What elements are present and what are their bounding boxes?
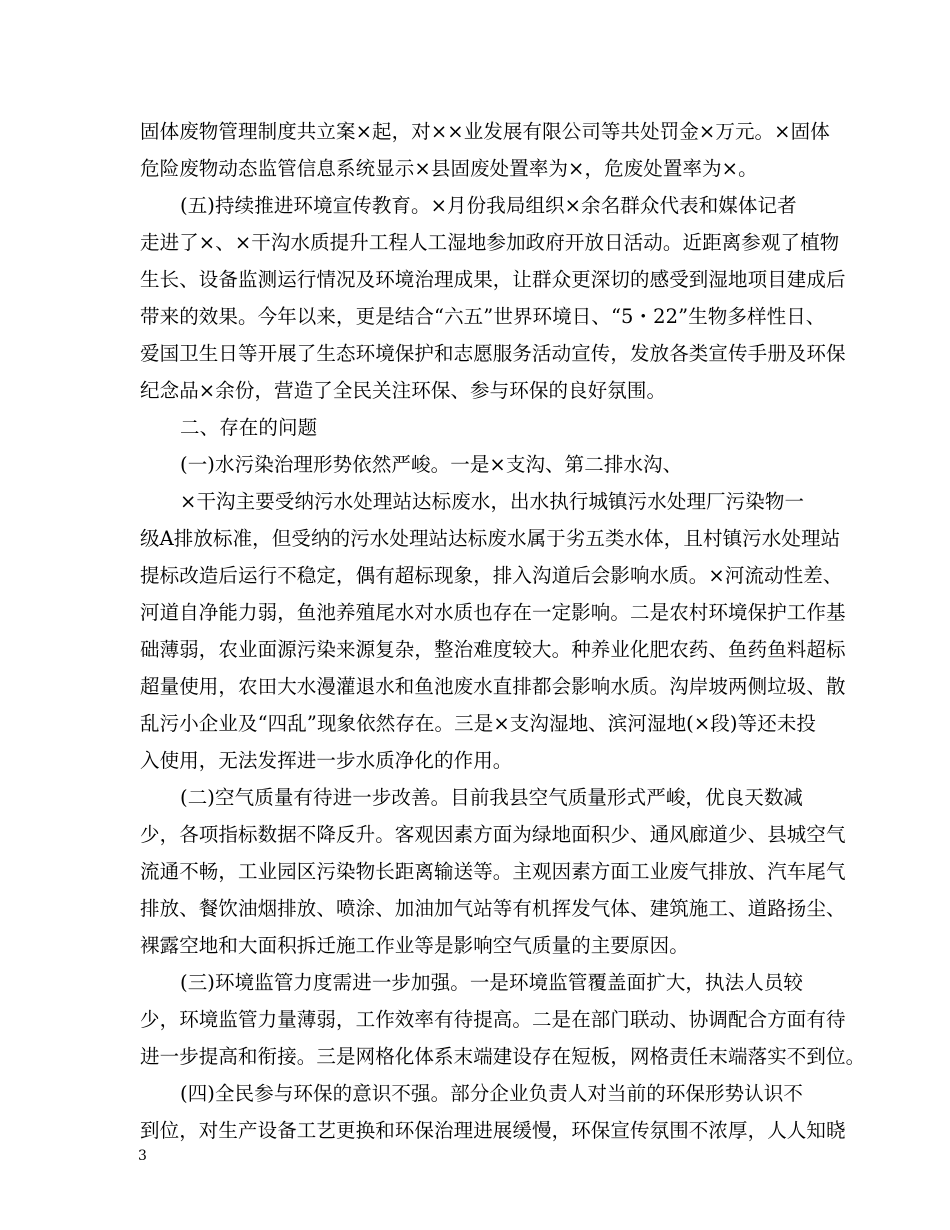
text-line: 生长、设备监测运行情况及环境治理成果，让群众更深切的感受到湿地项目建成后: [140, 268, 846, 291]
text-line: (三)环境监管力度需进一步加强。一是环境监管覆盖面扩大，执法人员较: [180, 971, 804, 994]
text-line: 级A排放标准，但受纳的污水处理站达标废水属于劣五类水体，且村镇污水处理站: [140, 527, 841, 550]
text-line: 排放、餐饮油烟排放、喷涂、加油加气站等有机挥发气体、建筑施工、道路扬尘、: [140, 897, 846, 920]
text-line: 到位，对生产设备工艺更换和环保治理进展缓慢，环保宣传氛围不浓厚，人人知晓: [140, 1119, 846, 1142]
text-line: 危险废物动态监管信息系统显示×县固废处置率为×，危废处置率为×。: [140, 157, 758, 180]
text-line: 带来的效果。今年以来，更是结合“六五”世界环境日、“5・22”生物多样性日、: [140, 305, 826, 328]
page-number: 3: [138, 1148, 147, 1164]
text-line: 裸露空地和大面积拆迁施工作业等是影响空气质量的主要原因。: [140, 934, 689, 957]
text-line: 少，各项指标数据不降反升。客观因素方面为绿地面积少、通风廊道少、县城空气: [140, 823, 846, 846]
section-heading: 二、存在的问题: [180, 416, 318, 439]
text-line: (五)持续推进环境宣传教育。×月份我局组织×余名群众代表和媒体记者: [180, 194, 797, 217]
text-line: (二)空气质量有待进一步改善。目前我县空气质量形式严峻，优良天数减: [180, 786, 804, 809]
text-line: 提标改造后运行不稳定，偶有超标现象，排入沟道后会影响水质。×河流动性差、: [140, 564, 843, 587]
text-line: 固体废物管理制度共立案×起，对××业发展有限公司等共处罚金×万元。×固体: [140, 120, 830, 143]
text-line: 爱国卫生日等开展了生态环境保护和志愿服务活动宣传，发放各类宣传手册及环保: [140, 342, 846, 365]
text-line: 走进了×、×干沟水质提升工程人工湿地参加政府开放日活动。近距离参观了植物: [140, 231, 840, 254]
text-line: 少，环境监管力量薄弱，工作效率有待提高。二是在部门联动、协调配合方面有待: [140, 1008, 846, 1031]
text-line: 进一步提高和衔接。三是网格化体系末端建设存在短板，网格责任末端落实不到位。: [140, 1045, 866, 1068]
text-line: 乱污小企业及“四乱”现象依然存在。三是×支沟湿地、滨河湿地(×段)等还未投: [140, 712, 817, 735]
text-line: 础薄弱，农业面源污染来源复杂，整治难度较大。种养业化肥农药、鱼药鱼料超标: [140, 638, 846, 661]
text-line: (一)水污染治理形势依然严峻。一是×支沟、第二排水沟、: [180, 453, 683, 476]
text-line: 流通不畅，工业园区污染物长距离输送等。主观因素方面工业废气排放、汽车尾气: [140, 860, 846, 883]
text-line: 纪念品×余份，营造了全民关注环保、参与环保的良好氛围。: [140, 379, 667, 402]
text-line: ×干沟主要受纳污水处理站达标废水，出水执行城镇污水处理厂污染物一: [180, 490, 805, 513]
text-line: (四)全民参与环保的意识不强。部分企业负责人对当前的环保形势认识不: [180, 1082, 804, 1105]
text-line: 河道自净能力弱，鱼池养殖尾水对水质也存在一定影响。二是农村环境保护工作基: [140, 601, 846, 624]
text-line: 超量使用，农田大水漫灌退水和鱼池废水直排都会影响水质。沟岸坡两侧垃圾、散: [140, 675, 846, 698]
text-line: 入使用，无法发挥进一步水质净化的作用。: [140, 749, 513, 772]
